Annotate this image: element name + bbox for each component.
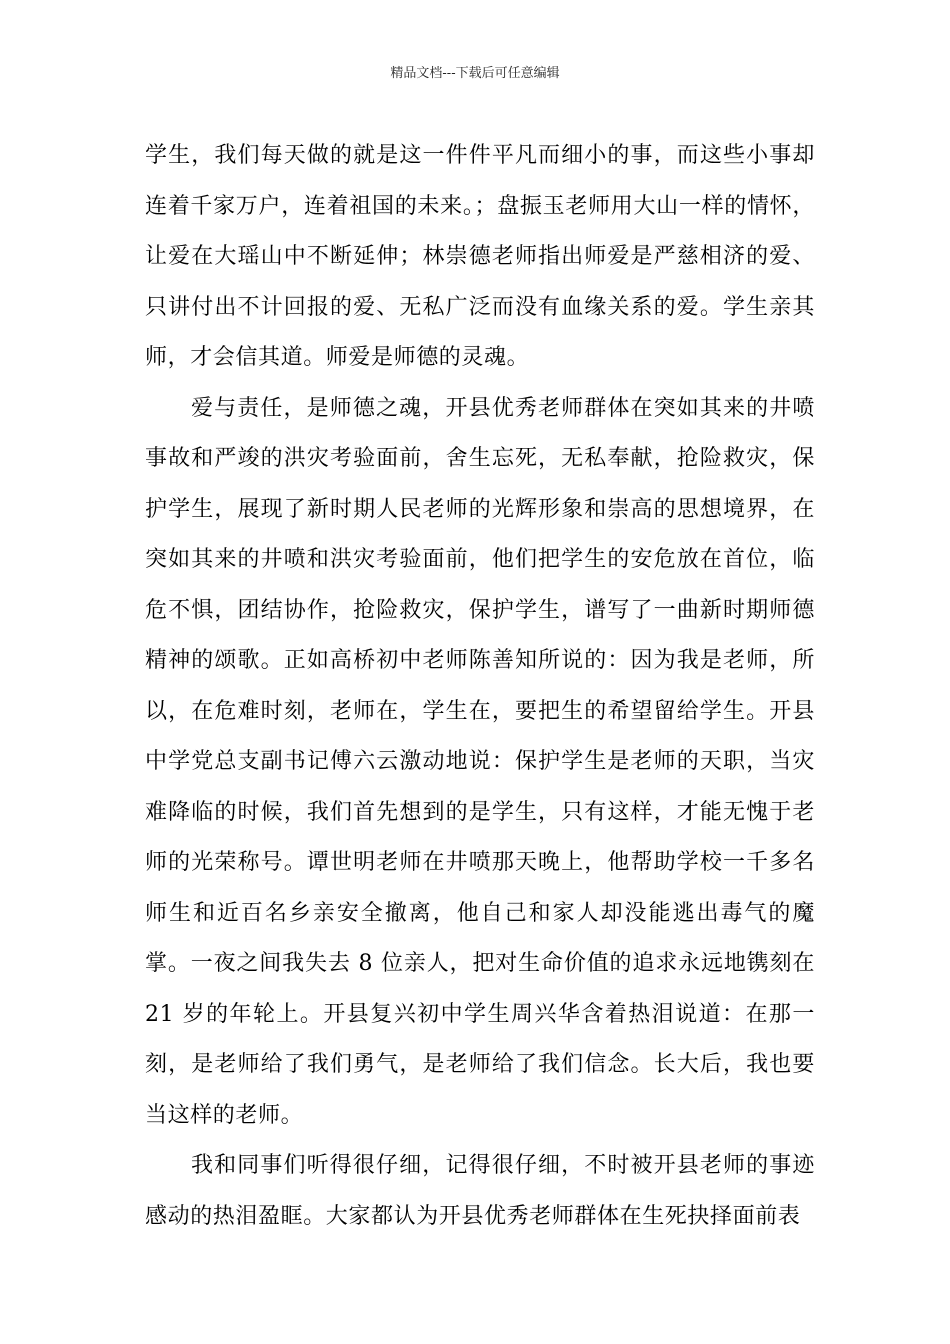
- page-header: 精品文档---下载后可任意编辑: [390, 66, 560, 81]
- document-body: [145, 131, 815, 1242]
- paragraph-love-and-responsibility: 爱与责任，是师德之魂，开县优秀老师群体在突如其来的井喷事故和严竣的洪灾考验面前，舍生忘死，无私奉献，抢险救灾，保护学生，展现了新时期人民老师的光辉形象和崇高的思想境界，在突如其来的井喷和洪灾考验面前，他们把学生的安危放在首位，临危不惧，团结协作，抢险救灾，保护学生，谱写了一曲新时期师德精神的颂歌。正如高桥初中老师陈善知所说的：因为我是老师，所以，在危难时刻，老师在，学生在，要把生的希望留给学生。开县中学党总支副书记傅六云激动地说：保护学生是老师的天职，当灾难降临的时候，我们首先想到的是学生，只有这样，才能无愧于老师的光荣称号。谭世明老师在井喷那天晚上，他帮助学校一千多名师生和近百名乡亲安全撤离，他自己和家人却没能逃出毒气的魔掌。一夜之间我失去 8 位亲人，把对生命价值的追求永远地镌刻在 21 岁的年轮上。开县复兴初中学生周兴华含着热泪说道：在那一刻，是老师给了我们勇气，是老师给了我们信念。长大后，我也要当这样的老师。: [145, 395, 815, 1128]
- paragraph-continued: 学生，我们每天做的就是这一件件平凡而细小的事，而这些小事却连着千家万户，连着祖国的未来。；盘振玉老师用大山一样的情怀，让爱在大瑶山中不断延伸；林崇德老师指出师爱是严慈相济的爱、只讲付出不计回报的爱、无私广泛而没有血缘关系的爱。学生亲其师，才会信其道。师爱是师德的灵魂。: [145, 143, 815, 370]
- paragraph-colleagues: 我和同事们听得很仔细，记得很仔细，不时被开县老师的事迹感动的热泪盈眶。大家都认为开县优秀老师群体在生死抉择面前表: [145, 1153, 815, 1229]
